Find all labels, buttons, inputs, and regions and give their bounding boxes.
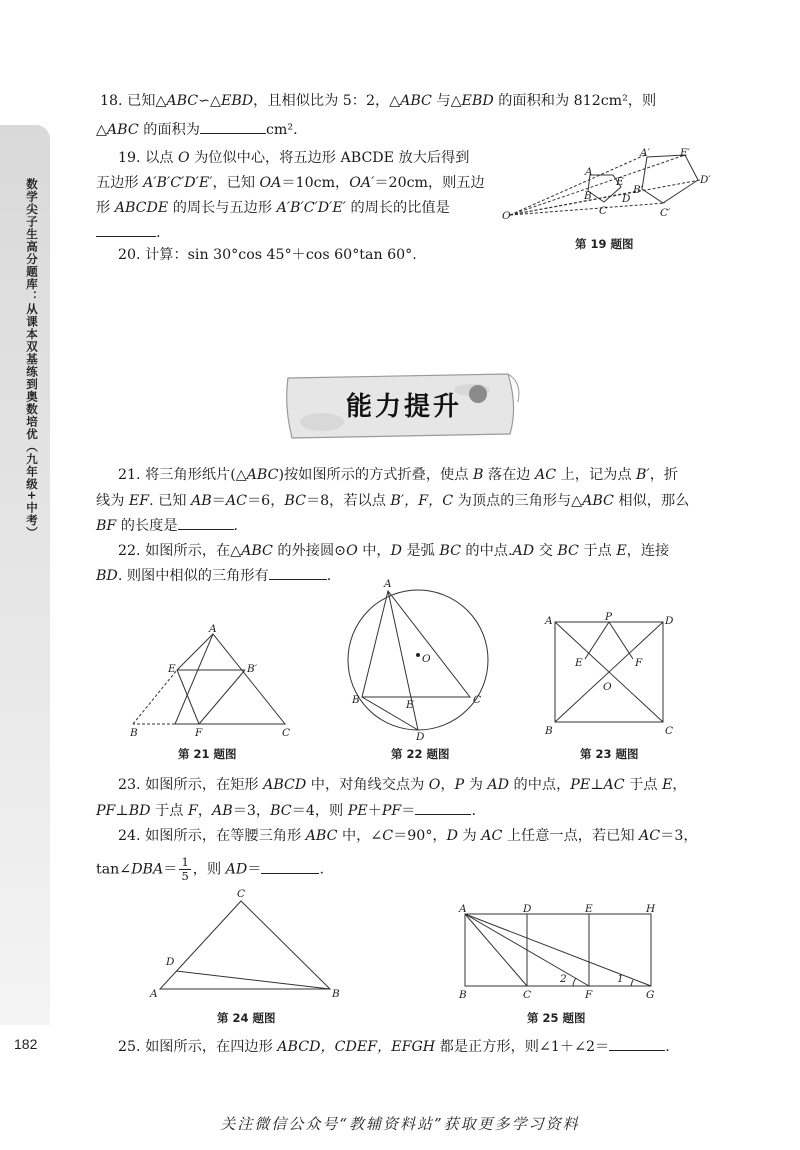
q19-line2: 五边形 A′B′C′D′E′，已知 OA＝10cm，OA′＝20cm，则五边: [96, 175, 485, 191]
svg-text:E: E: [585, 903, 593, 915]
book-title-vertical: 数学尖子生高分题库：从课本双基练到奥数培优（九年级+中考）: [25, 178, 39, 539]
q22-line2: BD. 则图中相似的三角形有 .: [96, 563, 331, 590]
svg-text:C: C: [665, 725, 674, 737]
svg-text:B: B: [332, 988, 340, 1000]
svg-text:D: D: [416, 731, 425, 740]
svg-text:C: C: [523, 989, 532, 1000]
svg-text:G: G: [646, 989, 655, 1000]
q19-line4: .: [96, 220, 161, 247]
svg-text:A: A: [545, 615, 553, 627]
figure-19-caption: 第 19 题图: [575, 237, 634, 251]
fraction: $\frac{1}{5}$: [181, 855, 189, 883]
q24-line2: tan∠DBA＝ $\frac{1}{5}$ ，则 AD＝ .: [96, 855, 324, 883]
svg-text:D: D: [523, 903, 532, 915]
q21-line3: BF 的长度是 .: [96, 513, 238, 540]
svg-text:P: P: [605, 612, 613, 623]
svg-text:B: B: [584, 190, 592, 202]
answer-blank[interactable]: [609, 1036, 665, 1051]
q19-line1: 19. 以点 O 为位似中心，将五边形 ABCDE 放大后得到: [118, 150, 470, 166]
svg-text:A: A: [384, 578, 392, 590]
svg-text:A: A: [459, 903, 467, 915]
svg-text:E: E: [575, 657, 583, 669]
figure-21-caption: 第 21 题图: [178, 747, 237, 761]
figure-24-caption: 第 24 题图: [217, 1011, 276, 1025]
svg-text:A: A: [150, 988, 158, 1000]
q23-line2: PF⊥BD 于点 F，AB＝3，BC＝4，则 PE＋PF＝ .: [96, 798, 476, 825]
q18-line2: △ABC 的面积为 cm².: [96, 117, 298, 144]
svg-text:E: E: [616, 176, 624, 188]
section-banner: [282, 372, 522, 440]
q20-text: 20. 计算：sin 30°cos 45°＋cos 60°tan 60°.: [118, 247, 417, 263]
figure-25-caption: 第 25 题图: [527, 1011, 586, 1025]
footer-note: 关注微信公众号“教辅资料站”获取更多学习资料: [220, 1115, 580, 1133]
figure-24: [148, 885, 348, 1000]
answer-blank[interactable]: [200, 119, 266, 134]
figure-21: [125, 620, 300, 740]
q25-line1: 25. 如图所示，在四边形 ABCD，CDEF，EFGH 都是正方形，则∠1＋∠2＝ .: [118, 1034, 670, 1061]
svg-text:A: A: [585, 166, 593, 178]
q19-line3: 形 ABCDE 的周长与五边形 A′B′C′D′E′ 的周长的比值是: [96, 200, 450, 216]
svg-text:D: D: [166, 956, 175, 968]
q21-line2: 线为 EF. 已知 AB＝AC＝6，BC＝8，若以点 B′，F，C 为顶点的三角形与△ABC 相似，那么: [96, 493, 690, 509]
svg-text:2: 2: [560, 973, 567, 985]
answer-blank[interactable]: [96, 222, 156, 237]
svg-text:B: B: [352, 694, 360, 706]
svg-text:B: B: [130, 727, 138, 739]
svg-text:C: C: [599, 205, 608, 217]
figure-23: [543, 612, 678, 740]
svg-text:F: F: [635, 657, 643, 669]
svg-text:E′: E′: [680, 147, 691, 159]
svg-text:C′: C′: [660, 207, 671, 219]
svg-text:C: C: [237, 888, 246, 900]
svg-text:B: B: [545, 725, 553, 737]
q18-line1: 18. 已知△ABC∽△EBD，且相似比为 5：2，△ABC 与△EBD 的面积和为 812cm²，则: [100, 93, 657, 109]
figure-22: [342, 575, 497, 740]
section-title: 能力提升: [346, 392, 463, 422]
svg-text:A: A: [209, 623, 217, 635]
figure-23-caption: 第 23 题图: [580, 747, 639, 761]
svg-text:D′: D′: [700, 174, 711, 186]
svg-text:1: 1: [617, 973, 624, 985]
svg-text:D: D: [665, 615, 674, 627]
q22-line1: 22. 如图所示，在△ABC 的外接圆⊙O 中，D 是弧 BC 的中点.AD 交 BC 于点 E，连接: [118, 543, 670, 559]
svg-text:C: C: [473, 694, 482, 706]
page-number: 182: [14, 1036, 38, 1052]
figure-19: [500, 145, 720, 235]
svg-text:F: F: [195, 727, 203, 739]
figure-22-caption: 第 22 题图: [391, 747, 450, 761]
svg-text:O: O: [422, 653, 431, 665]
svg-text:A′: A′: [640, 147, 650, 159]
q23-line1: 23. 如图所示，在矩形 ABCD 中，对角线交点为 O，P 为 AD 的中点，PE⊥AC 于点 E，: [118, 777, 687, 793]
svg-text:B: B: [459, 989, 467, 1000]
svg-text:O: O: [603, 681, 612, 693]
svg-text:F: F: [585, 989, 593, 1000]
svg-text:O: O: [502, 210, 511, 222]
q21-line1: 21. 将三角形纸片(△ABC)按如图所示的方式折叠，使点 B 落在边 AC 上，记为点 B′，折: [118, 467, 679, 483]
answer-blank[interactable]: [178, 515, 234, 530]
svg-text:H: H: [646, 903, 656, 915]
svg-text:C: C: [282, 727, 291, 739]
svg-text:D: D: [622, 193, 631, 205]
figure-25: [455, 900, 665, 1000]
svg-text:B′: B′: [247, 663, 258, 675]
answer-blank[interactable]: [269, 565, 327, 580]
svg-text:B′: B′: [633, 184, 644, 196]
answer-blank[interactable]: [415, 800, 471, 815]
svg-text:E: E: [406, 699, 414, 711]
answer-blank[interactable]: [261, 859, 319, 874]
q24-line1: 24. 如图所示，在等腰三角形 ABC 中，∠C＝90°，D 为 AC 上任意一点，若已知 AC＝3，: [118, 828, 698, 844]
svg-text:E: E: [168, 663, 176, 675]
